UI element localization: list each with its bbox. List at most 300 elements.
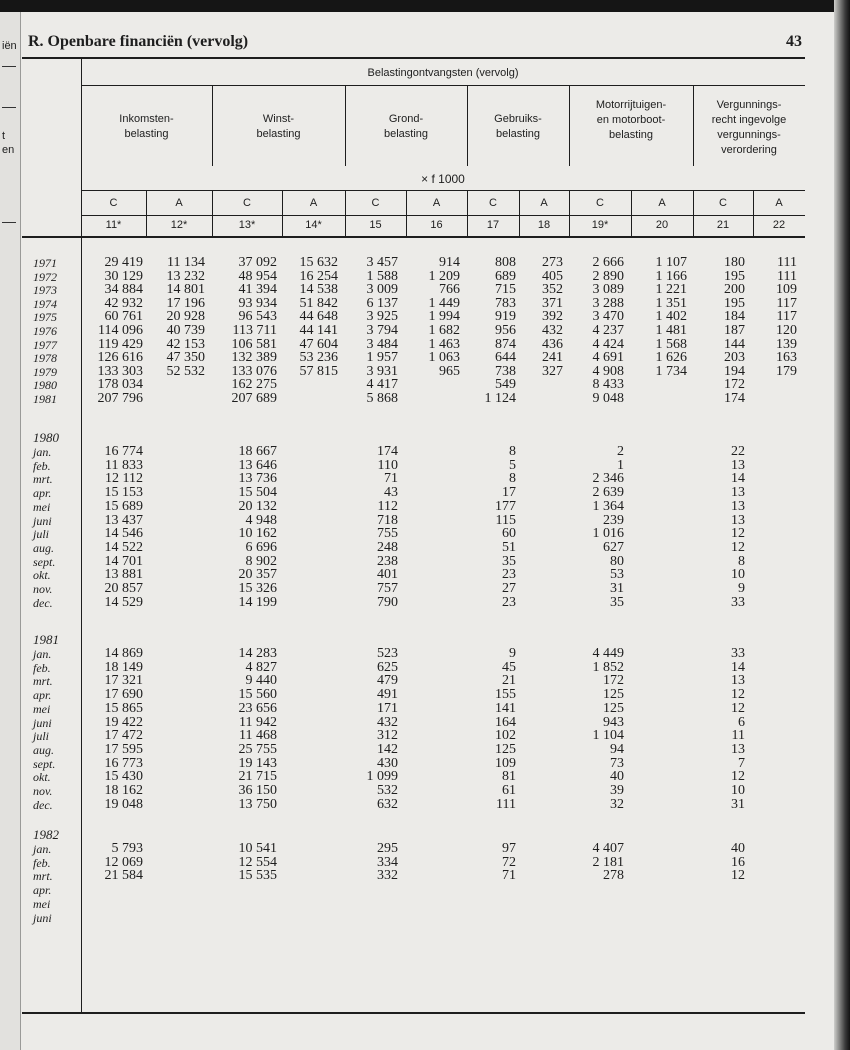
table-cell: 162 275 [231,377,277,393]
column-number: 17 [486,219,500,231]
table-cell: 14 801 [166,282,205,298]
table-cell: 17 321 [104,673,143,689]
table-cell: 120 [776,323,797,338]
divider [2,107,16,108]
table-cell: 432 [377,714,398,730]
table-cell: 13 646 [238,457,277,473]
table-cell: 1 994 [428,309,460,325]
table-cell: 808 [495,255,516,270]
month-label: mei [33,896,51,911]
table-cell: 1 957 [366,350,398,366]
table-cell: 248 [377,539,398,555]
table-cell: 111 [777,268,797,284]
table-cell: 125 [603,687,624,703]
table-cell: 14 199 [238,594,277,610]
scan-top-edge [0,0,850,12]
scan-right-edge [834,0,850,1050]
table-cell: 405 [542,268,563,284]
table-cell: 19 422 [104,714,143,730]
table-cell: 10 162 [238,526,277,542]
table-cell: 12 [731,868,745,884]
table-cell: 7 [738,755,745,771]
table-cell: 52 532 [166,363,205,379]
table-cell: 14 546 [104,526,143,542]
table-cell: 42 932 [104,295,143,311]
table-cell: 97 [502,841,516,856]
table-cell: 6 696 [245,539,277,555]
subheader-C: C [243,197,251,209]
table-cell: 23 [502,567,516,583]
table-cell: 41 394 [238,282,277,298]
table-cell: 755 [377,526,398,542]
table-cell: 13 232 [166,268,205,284]
table-cell: 1 481 [655,323,687,338]
table-cell: 81 [502,769,516,785]
table-cell: 914 [439,255,460,270]
table-cell: 163 [776,350,797,366]
subheader-C: C [596,197,604,209]
table-cell: 3 794 [366,323,398,338]
table-cell: 15 865 [104,700,143,716]
table-cell: 8 [738,553,745,569]
table-cell: 21 [502,673,516,689]
table-cell: 2 666 [592,255,624,270]
table-cell: 532 [377,783,398,798]
table-cell: 2 346 [592,471,624,487]
table-cell: 3 484 [366,336,398,352]
table-cell: 42 153 [166,336,205,352]
table-cell: 164 [495,714,516,730]
table-cell: 40 739 [166,323,205,338]
table-cell: 11 833 [105,457,143,473]
category-header: Motorrijtuigen- en motorboot- belasting [595,99,667,141]
table-cell: 115 [495,512,516,528]
table-cell: 627 [603,539,624,555]
table-cell: 689 [495,268,516,284]
month-label: okt. [33,568,51,583]
table-cell: 4 827 [245,659,277,675]
table-cell: 33 [731,594,745,610]
table-cell: 125 [495,741,516,757]
table-cell: 60 [502,526,516,542]
table-cell: 13 [731,457,745,473]
table-cell: 71 [502,868,516,884]
table-cell: 644 [495,350,516,366]
table-cell: 172 [724,377,745,393]
table-cell: 4 424 [592,336,624,352]
table-cell: 15 430 [104,769,143,785]
column-number: 14* [305,219,322,231]
table-cell: 15 153 [104,485,143,501]
table-cell: 23 656 [238,700,277,716]
table-cell: 13 [731,498,745,514]
table-cell: 14 [731,659,745,675]
subheader-A: A [432,197,441,209]
month-label: okt. [33,770,51,785]
subheader-A: A [309,197,318,209]
page-number: 43 [786,33,802,50]
table-cell: 16 254 [299,268,338,284]
subheader-C: C [489,197,497,209]
table-cell: 327 [542,363,563,379]
table-cell: 17 196 [166,295,205,311]
table-cell: 20 132 [238,498,277,514]
table-cell: 239 [603,512,624,528]
table-cell: 757 [377,581,398,596]
column-number: 20 [655,219,669,231]
table-cell: 12 [731,687,745,703]
month-label: feb. [33,458,51,473]
table-cell: 195 [724,295,745,311]
table-cell: 15 504 [238,485,277,501]
table-cell: 312 [377,728,398,744]
table-cell: 96 543 [238,309,277,325]
table-cell: 332 [377,868,398,884]
table-cell: 33 [731,646,745,661]
table-cell: 12 554 [238,854,277,870]
table-cell: 3 925 [366,309,398,325]
table-cell: 1 734 [655,363,687,379]
column-number: 12* [170,219,188,231]
table-cell: 21 715 [238,769,277,785]
table-cell: 179 [776,363,797,379]
table-cell: 47 604 [299,336,338,352]
table-cell: 102 [495,728,516,744]
table-cell: 112 [377,498,398,514]
table-cell: 9 [738,581,745,596]
table-cell: 133 076 [231,363,277,379]
month-label: mei [33,499,51,514]
table-cell: 12 069 [104,854,143,870]
table-cell: 1 852 [592,659,624,675]
table-cell: 57 815 [299,363,338,379]
table-cell: 371 [542,295,563,311]
table-cell: 1 364 [592,498,624,514]
table-cell: 72 [502,854,516,870]
table-cell: 10 541 [238,841,277,856]
table-cell: 9 048 [592,391,624,406]
table-cell: 1 124 [484,391,516,406]
table-cell: 113 711 [232,323,277,338]
table-cell: 44 141 [299,323,338,338]
table-cell: 39 [610,783,624,798]
subheader-C: C [719,197,727,209]
month-label: mrt. [33,674,53,689]
table-cell: 6 137 [366,295,398,311]
table-cell: 352 [542,282,563,298]
table-cell: 1 063 [428,350,460,366]
header-rule [81,190,805,191]
table-cell: 184 [724,309,745,325]
table-cell: 715 [495,282,516,298]
table-cell: 1 016 [592,526,624,542]
table-cell: 4 691 [592,350,624,366]
table-cell: 177 [495,498,516,514]
table-cell: 207 689 [231,391,277,406]
table-cell: 29 419 [104,255,143,270]
table-cell: 119 429 [98,336,143,352]
month-label: nov. [33,784,53,798]
table-cell: 874 [495,336,516,352]
table-cell: 47 350 [166,350,205,366]
table-cell: 187 [724,323,745,338]
table-cell: 15 560 [238,687,277,703]
table-cell: 48 954 [238,268,277,284]
table-cell: 60 761 [104,309,143,325]
month-label: mrt. [33,869,53,884]
table-cell: 4 407 [592,841,624,856]
table-cell: 2 181 [592,854,624,870]
table-cell: 14 522 [104,539,143,555]
table-cell: 6 [738,714,745,730]
table-cell: 9 [509,646,516,661]
table-cell: 16 [731,854,745,870]
subheader-C: C [109,197,118,209]
month-label: sept. [33,554,56,569]
table-cell: 12 [731,526,745,542]
table-cell: 73 [610,755,624,771]
table-cell: 132 389 [231,350,277,366]
table-cell: 15 535 [238,868,277,884]
table-cell: 133 303 [97,363,143,379]
table-cell: 4 948 [245,512,277,528]
category-header: Winst- belasting [256,113,301,140]
table-cell: 93 934 [238,295,277,311]
table-cell: 207 796 [97,391,143,406]
table-cell: 491 [377,687,398,703]
table-cell: 3 288 [592,295,624,311]
year-label: 1976 [33,324,57,338]
month-label: aug. [33,540,54,555]
table-cell: 2 890 [592,268,624,284]
table-cell: 25 755 [238,741,277,757]
table-cell: 1 209 [428,268,460,284]
table-cell: 273 [542,255,563,270]
month-label: apr. [33,883,52,898]
column-number: 19* [591,219,609,231]
table-cell: 139 [776,336,797,352]
column-number: 16 [430,219,443,231]
table-cell: 195 [724,268,745,284]
table-cell: 117 [776,309,797,325]
table-cell: 125 [603,700,624,716]
year-label: 1981 [33,632,59,647]
table-cell: 111 [496,796,516,812]
page-title: R. Openbare financiën (vervolg) [28,33,249,50]
table-cell: 523 [377,646,398,661]
table-cell: 4 449 [592,646,624,661]
table-cell: 18 667 [238,444,277,459]
table-cell: 738 [495,363,516,379]
table-cell: 1 [617,457,624,473]
table-cell: 238 [377,553,398,569]
table-cell: 625 [377,659,398,675]
table-cell: 8 [509,471,516,487]
table-cell: 71 [384,471,398,487]
subheader-A: A [540,197,548,209]
table-cell: 13 [731,741,745,757]
header-bottom-rule [22,236,805,238]
year-label: 1981 [33,392,57,406]
month-label: juli [33,729,50,744]
table-cell: 4 237 [592,323,624,338]
year-label: 1980 [33,378,57,393]
table-cell: 1 568 [655,336,687,352]
table-cell: 1 104 [592,728,624,744]
header-rule [81,215,805,216]
table-cell: 432 [542,323,563,338]
left-page-fragment: iën [2,40,17,52]
table-cell: 45 [502,659,516,675]
category-header: Grond- belasting [383,113,429,140]
table-cell: 117 [776,295,797,311]
table-cell: 35 [502,553,516,569]
table-cell: 2 639 [592,485,624,501]
column-number: 13* [238,219,256,231]
month-label: feb. [33,855,51,870]
table-cell: 1 682 [428,323,460,338]
table-cell: 8 433 [592,377,624,393]
table-cell: 109 [495,755,516,771]
table-cell: 80 [610,553,624,569]
table-cell: 401 [377,567,398,583]
table-cell: 21 584 [104,868,143,884]
year-label: 1978 [33,351,57,366]
table-cell: 172 [603,673,624,689]
table-cell: 14 529 [104,594,143,610]
table-cell: 334 [377,854,398,870]
unit-label: × f 1000 [421,172,465,186]
table-cell: 14 538 [299,282,338,298]
year-label: 1979 [33,364,57,379]
year-label: 1982 [33,827,59,842]
table-cell: 1 099 [366,769,398,785]
table-cell: 8 902 [245,553,277,569]
table-cell: 174 [377,444,398,459]
table-cell: 436 [542,336,563,352]
left-page-fragment: en [2,144,15,156]
table-cell: 1 351 [655,295,687,311]
table-cell: 19 048 [104,796,143,812]
table-cell: 40 [731,841,745,856]
bottom-rule [22,1012,805,1014]
table-cell: 61 [502,783,516,798]
subheader-A: A [175,197,183,209]
table-cell: 37 092 [238,255,277,270]
table-cell: 142 [377,741,398,757]
left-page-edge [0,12,21,1050]
table-cell: 1 221 [655,282,687,298]
table-cell: 278 [603,868,624,884]
month-label: dec. [33,797,53,812]
table-cell: 35 [610,594,624,610]
table-cell: 171 [377,700,398,716]
table-cell: 11 468 [239,728,277,744]
year-label: 1971 [33,256,57,270]
table-cell: 13 [731,485,745,501]
table-cell: 20 357 [238,567,277,583]
month-label: sept. [33,756,56,771]
table-cell: 18 162 [104,783,143,798]
table-cell: 13 750 [238,796,277,812]
month-label: juli [33,527,50,542]
table-cell: 14 283 [238,646,277,661]
table-cell: 15 689 [104,498,143,514]
table-cell: 203 [724,350,745,366]
column-number: 18 [537,219,551,231]
month-label: apr. [33,486,52,501]
table-cell: 295 [377,841,398,856]
table-cell: 174 [724,391,745,406]
table-cell: 15 632 [299,255,338,270]
month-label: mei [33,701,51,716]
table-cell: 17 [502,485,516,501]
table-cell: 11 942 [239,714,277,730]
table-cell: 919 [495,309,516,325]
table-cell: 23 [502,594,516,610]
table-cell: 549 [495,377,516,393]
table-cell: 718 [377,512,398,528]
table-cell: 1 463 [428,336,460,352]
column-number: 21 [716,219,730,231]
table-cell: 241 [542,350,563,366]
category-header: Vergunnings- recht ingevolge vergunnings- verordering [711,99,787,156]
table-cell: 43 [384,485,398,501]
top-rule [22,57,805,59]
table-cell: 479 [377,673,398,689]
table-cell: 430 [377,755,398,771]
month-label: juni [33,910,52,925]
table-cell: 194 [724,363,745,379]
table-cell: 30 129 [104,268,143,284]
table-cell: 13 [731,673,745,689]
month-label: apr. [33,688,52,703]
table-cell: 766 [439,282,460,298]
subheader-A: A [658,197,666,209]
table-cell: 44 648 [299,309,338,325]
table-cell: 12 [731,769,745,785]
year-label: 1974 [33,296,57,311]
table-cell: 1 588 [366,268,398,284]
table-cell: 27 [502,581,516,596]
group-header: Belastingontvangsten (vervolg) [367,67,519,79]
month-label: nov. [33,582,53,596]
table-cell: 14 701 [104,553,143,569]
table-cell: 19 143 [238,755,277,771]
table-cell: 20 857 [104,581,143,596]
table-cell: 1 626 [655,350,687,366]
table-cell: 956 [495,323,516,338]
table-cell: 5 868 [366,391,398,406]
table-cell: 51 [502,539,516,555]
table-cell: 15 326 [238,581,277,596]
month-label: mrt. [33,472,53,487]
table-cell: 17 690 [104,687,143,703]
table-cell: 1 449 [428,295,460,311]
table-cell: 783 [495,295,516,311]
table-cell: 141 [495,700,516,716]
table-cell: 1 166 [655,268,687,284]
year-label: 1975 [33,310,57,325]
table-cell: 20 928 [166,309,205,325]
table-cell: 13 [731,512,745,528]
table-cell: 106 581 [231,336,277,352]
table-cell: 155 [495,687,516,703]
table-cell: 40 [610,769,624,785]
table-cell: 10 [731,783,745,798]
table-cell: 200 [724,282,745,298]
subheader-A: A [775,197,783,209]
